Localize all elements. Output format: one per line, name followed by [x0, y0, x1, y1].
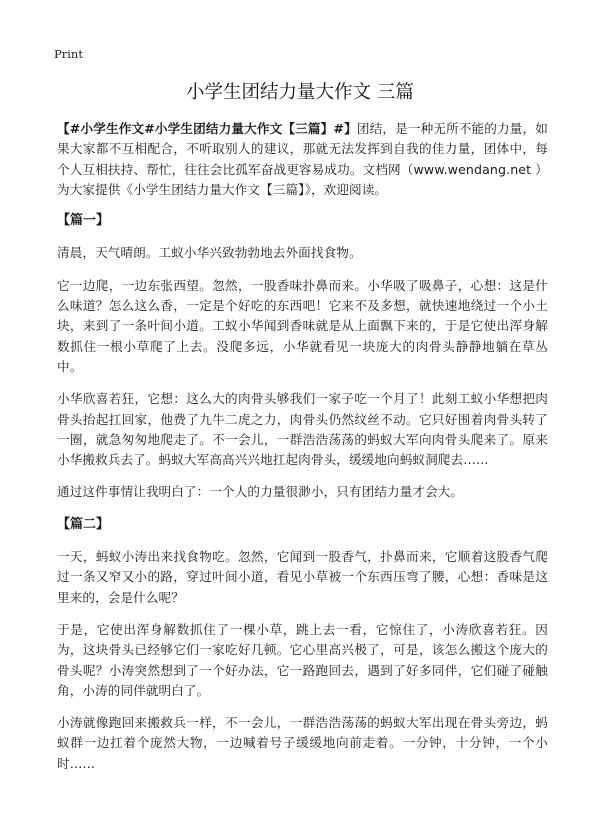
- intro-paragraph: [57, 119, 548, 200]
- section-1-paragraph-4: 通过这件事情让我明白了：一个人的力量很渺小，只有团结力量才会大。: [57, 484, 464, 500]
- section-2-paragraph-1: 一天，蚂蚁小涛出来找食物吃。忽然，它闻到一股香气，扑鼻而来，它顺着这股香气爬过一条又窄又小的路，穿过叶间小道，看见小草被一个东西压弯了腰，心想：香味是这里来的，会是什么呢？: [57, 549, 548, 605]
- section-heading-1: 【篇一】: [57, 213, 110, 229]
- section-2-paragraph-2: 于是，它使出浑身解数抓住了一棵小草，跳上去一看，它惊住了，小涛欣喜若狂。因为，这块骨头已经够它们一家吃好几顿。它心里高兴极了，可是，该怎么搬这个庞大的骨头呢？小涛突然想到了一个好办法，它一路跑回去，遇到了好多同伴，它们碰了碰触角，小涛的同伴就明白了。: [57, 621, 548, 698]
- section-1-paragraph-3: 小华欣喜若狂，它想：这么大的肉骨头够我们一家子吃一个月了！此刻工蚁小华想把肉骨头抬起扛回家，他费了九牛二虎之力，肉骨头仍然纹丝不动。它只好围着肉骨头转了一圈，就急匆匆地爬走了。不一会儿，一群浩浩荡荡的蚂蚁大军向肉骨头爬来了。原来小华搬救兵去了。蚂蚁大军高高兴兴地扛起肉骨头，缓缓地向蚂蚁洞爬去……: [57, 391, 548, 468]
- print-label: Print: [54, 47, 83, 61]
- section-2-paragraph-3: 小涛就像跑回来搬救兵一样，不一会儿，一群浩浩荡荡的蚂蚁大军出现在骨头旁边，蚂蚁群一边扛着个庞然大物，一边喊着号子缓缓地向前走着。一分钟，十分钟，一个小时……: [57, 715, 548, 771]
- section-1-paragraph-2: 它一边爬，一边东张西望。忽然，一股香味扑鼻而来。小华吸了吸鼻子，心想：这是什么味道？怎么这么香，一定是个好吃的东西吧！它来不及多想，就快速地绕过一个小土块，来到了一条叶间小道。工蚁小华闻到香味就是从上面飘下来的，于是它使出浑身解数抓住一根小草爬了上去。没爬多远，小华就看见一块庞大的肉骨头静静地躺在草丛中。: [57, 277, 548, 374]
- intro-tag: 【#小学生作文#小学生团结力量大作文【三篇】#】: [57, 121, 357, 136]
- section-1-paragraph-1: 清晨，天气晴朗。工蚁小华兴致勃勃地去外面找食物。: [57, 245, 362, 261]
- intro-text: 团结，是一种无所不能的力量，如果大家都不互相配合，不听取别人的建议，那就无法发挥到自我的佳力量，团体中，每个人互相扶持、帮忙，往往会比孤军奋战更容易成功。文档网（www.wendang.net ）为大家提供《小学生团结力量大作文【三篇】》，欢迎阅读。: [57, 121, 548, 197]
- page-title: 小学生团结力量大作文 三篇: [186, 82, 414, 103]
- article-body: [57, 119, 548, 786]
- section-heading-2: 【篇二】: [57, 516, 110, 532]
